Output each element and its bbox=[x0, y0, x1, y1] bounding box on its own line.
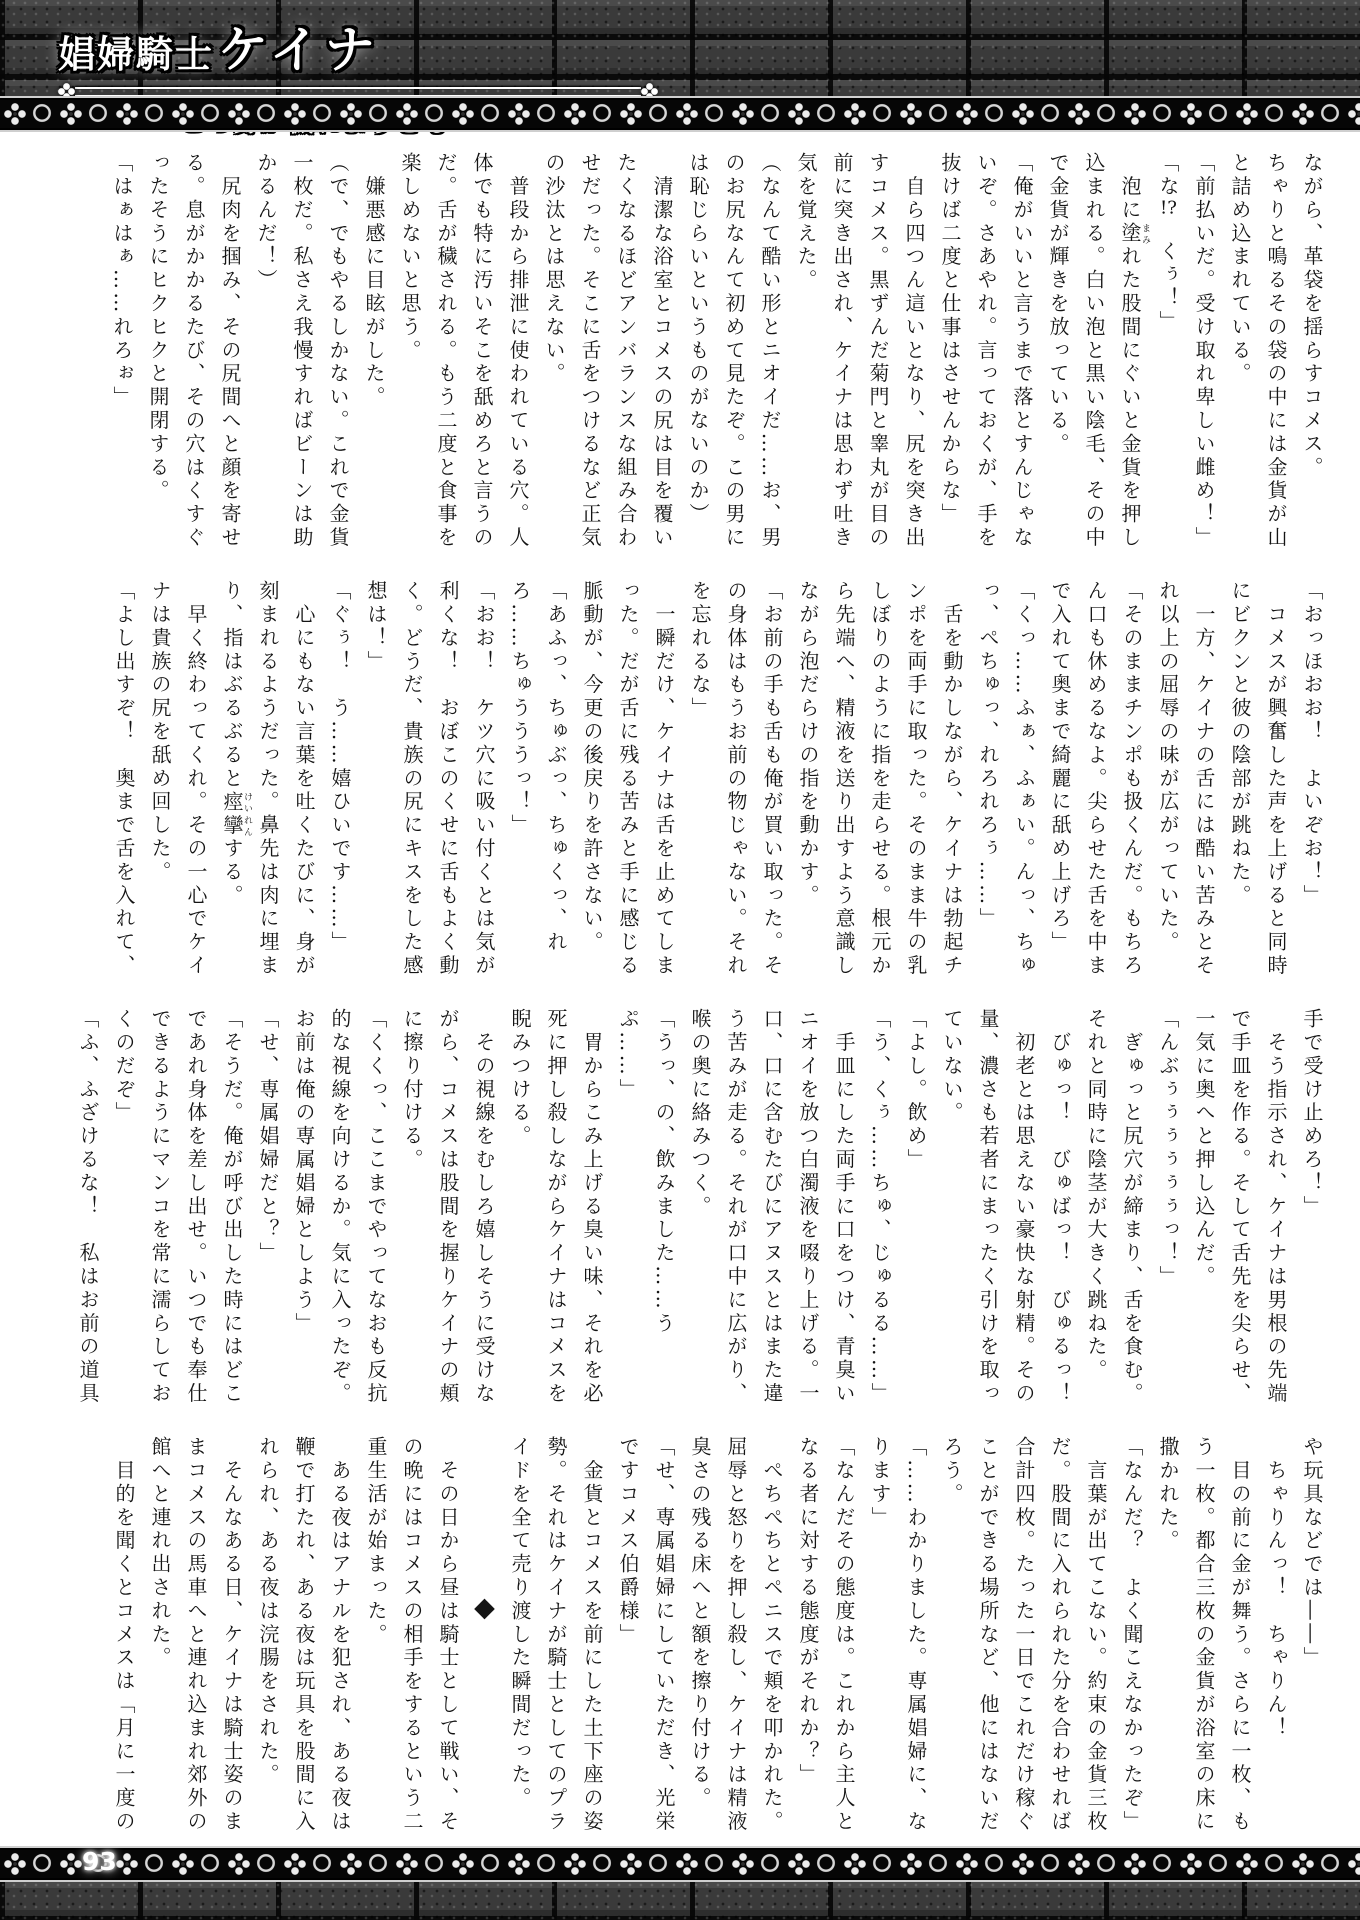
paragraph: 「な!? くぅ！」 bbox=[1156, 152, 1180, 334]
paragraph: その日から昼は騎士として戦い、その晩にはコメスの相手をするという二重生活が始まった。 bbox=[364, 1436, 460, 1834]
paragraph: ぺちぺちとペニスで頬を叩かれた。屈辱と怒りを押し殺し、ケイナは精液臭さの残る床へと額を擦り付ける。 bbox=[688, 1436, 784, 1834]
paragraph: 「あふっ、ちゅぶっ、ちゅくっ、れろ……ちゅうううっ！」 bbox=[508, 580, 568, 955]
series-title-prefix: 娼婦騎士 bbox=[58, 32, 214, 76]
text-band-1 bbox=[32, 152, 1330, 558]
paragraph: 「おっほおお！ よいぞお！」 bbox=[1300, 580, 1324, 908]
text-band-2 bbox=[32, 580, 1330, 986]
page-number: 93 bbox=[82, 1847, 117, 1876]
paragraph: 泡に塗まみれた股間にぐいと金貨を押し込まれる。白い泡と黒い陰毛、その中で金貨が輝きを放っている。 bbox=[1046, 152, 1150, 550]
paragraph: そんなある日、ケイナは騎士姿のままコメスの馬車へと連れ込まれ郊外の館へと連れ出された。 bbox=[148, 1436, 244, 1834]
ornament-border-bottom bbox=[0, 1846, 1360, 1882]
paragraph: ちゃりんっ！ ちゃりん！ bbox=[1264, 1436, 1288, 1741]
paragraph: 言葉が出てこない。約束の金貨三枚だ。股間に入れられた分を合わせれば合計四枚。たった一日でこれだけ稼ぐことができる場所など、他にはないだろう。 bbox=[940, 1436, 1108, 1834]
paragraph: 普段から排泄に使われている穴。人体でも特に汚いそこを舐めろと言うのだ。舌が穢される。もう二度と食事を楽しめないと思う。 bbox=[398, 152, 530, 550]
paragraph: 「う、くぅ……ちゅ、じゅるる……」 bbox=[868, 1008, 892, 1406]
paragraph: びゅっ！ びゅばっ！ びゅるっ！ bbox=[1048, 1008, 1072, 1406]
text-band-4 bbox=[32, 1436, 1330, 1842]
text-band-3 bbox=[32, 1008, 1330, 1414]
paragraph: 舌を動かしながら、ケイナは勃起チンポを両手に取った。そのまま牛の乳しぼりのように指を走らせる。根元から先端へ、精液を送り出すよう意識しながら泡だらけの指を動かす。 bbox=[796, 580, 964, 978]
paragraph: 「うっ、の、飲みました……うぷ……」 bbox=[616, 1008, 676, 1336]
paragraph: 清潔な浴室とコメスの尻は目を覆いたくなるほどアンバランスな組み合わせだった。そこに舌をつけるなど正気の沙汰とは思えない。 bbox=[542, 152, 674, 550]
paragraph: 「はぁはぁ……れろぉ」 bbox=[110, 152, 134, 410]
paragraph: 心にもない言葉を吐くたびに、身が刻まれるようだった。鼻先は肉に埋まり、指はぶるぶると痙攣けいれんする。 bbox=[220, 580, 316, 978]
paragraph: ある夜はアナルを犯され、ある夜は鞭で打たれ、ある夜は玩具を股間に入れられ、ある夜は浣腸をされた。 bbox=[256, 1436, 352, 1834]
paragraph: 一瞬だけ、ケイナは舌を止めてしまった。だが舌に残る苦みと手に感じる脈動が、今更の後戻りを許さない。 bbox=[580, 580, 676, 978]
paragraph: 「よし出すぞ！ 奥まで舌を入れて、 bbox=[112, 580, 136, 978]
paragraph: 「ぐぅ！ う……嬉ひいです……」 bbox=[328, 580, 352, 955]
paragraph: コメスが興奮した声を上げると同時にビクンと彼の陰部が跳ねた。 bbox=[1228, 580, 1288, 978]
paragraph: 初老とは思えない豪快な射精。その量、濃さも若者にまったく引けを取っていない。 bbox=[940, 1008, 1036, 1406]
paragraph: 手で受け止めろ！」 bbox=[1300, 1008, 1324, 1219]
page-footer bbox=[0, 1882, 1360, 1920]
series-title-name: ケイナ bbox=[218, 20, 380, 79]
paragraph: ぎゅっと尻穴が締まり、舌を食む。それと同時に陰茎が大きく跳ねた。 bbox=[1084, 1008, 1144, 1406]
divider-line bbox=[75, 87, 641, 97]
paragraph: 「くくっ、ここまでやってなおも反抗的な視線を向けるか。気に入ったぞ。お前は俺の専属娼婦としよう」 bbox=[292, 1008, 388, 1406]
ornament-border-top bbox=[0, 96, 1360, 132]
paragraph: 尻肉を掴み、その尻間へと顔を寄せる。息がかかるたび、その穴はくすぐったそうにヒクヒクと開閉する。 bbox=[146, 152, 242, 550]
paragraph: 「なんだ？ よく聞こえなかったぞ」 bbox=[1120, 1436, 1144, 1834]
paragraph: 「そのままチンポも扱くんだ。もちろん口も休めるなよ。尖らせた舌を中まで入れて奥まで綺麗に舐め上げろ」 bbox=[1048, 580, 1144, 978]
paragraph: 「おお！ ケツ穴に吸い付くとは気が利くな！ おぼこのくせに舌もよく動く。どうだ、貴族の尻にキスをした感想は！」 bbox=[364, 580, 496, 978]
paragraph: 目の前に金が舞う。さらに一枚、もう一枚。都合三枚の金貨が浴室の床に撒かれた。 bbox=[1156, 1436, 1252, 1834]
paragraph: 目的を聞くとコメスは「月に一度の bbox=[112, 1436, 136, 1834]
page-body bbox=[0, 132, 1360, 1846]
series-title bbox=[58, 10, 668, 82]
paragraph: 一方、ケイナの舌には酷い苦みとそれ以上の屈辱の味が広がっていた。 bbox=[1156, 580, 1216, 978]
paragraph: 「よし。飲め」 bbox=[904, 1008, 928, 1172]
paragraph: 「俺がいいと言うまで落とすんじゃないぞ。さあやれ。言っておくが、手を抜けば二度と仕事はさせんからな」 bbox=[938, 152, 1034, 550]
paragraph: 自ら四つん這いとなり、尻を突き出すコメス。黒ずんだ菊門と睾丸が目の前に突き出され、ケイナは思わず吐き気を覚えた。 bbox=[794, 152, 926, 550]
paragraph: 嫌悪感に目眩がした。 bbox=[362, 152, 386, 410]
paragraph: 「そうだ。俺が呼び出した時にはどこであれ身体を差し出せ。いつでも奉仕できるようにマンコを常に濡らしておくのだぞ」 bbox=[112, 1008, 244, 1406]
paragraph: 「ふ、ふざけるな！ 私はお前の道具 bbox=[76, 1008, 100, 1406]
paragraph: 胃からこみ上げる臭い味、それを必死に押し殺しながらケイナはコメスを睨みつける。 bbox=[508, 1008, 604, 1406]
paragraph: （で、でもやるしかない。これで金貨一枚だ。私さえ我慢すればビーンは助かるんだ！） bbox=[254, 152, 350, 550]
paragraph: 金貨とコメスを前にした土下座の姿勢。それはケイナが騎士としてのプライドを全て売り渡した瞬間だった。 bbox=[508, 1436, 604, 1834]
paragraph: そう指示され、ケイナは男根の先端で手皿を作る。そして舌先を尖らせ、一気に奥へと押し込んだ。 bbox=[1192, 1008, 1288, 1406]
paragraph: 「前払いだ。受け取れ卑しい雌め！」 bbox=[1192, 152, 1216, 550]
paragraph: その視線をむしろ嬉しそうに受けながら、コメスは股間を握りケイナの頬に擦り付ける。 bbox=[400, 1008, 496, 1406]
paragraph: 「なんだその態度は。これから主人となる者に対する態度がそれか？」 bbox=[796, 1436, 856, 1834]
paragraph: ながら、革袋を揺らすコメス。 bbox=[1300, 152, 1324, 480]
paragraph: 「くっ……ふぁ、ふぁい。んっ、ちゅっ、ぺちゅっ、れろれろぅ……」 bbox=[976, 580, 1036, 978]
paragraph: 「んぶぅぅぅぅぅぅっ！」 bbox=[1156, 1008, 1180, 1289]
paragraph: 手皿にした両手に口をつけ、青臭いニオイを放つ白濁液を啜り上げる。一口、口に含むたびにアヌスとはまた違う苦みが走る。それが口中に広がり、喉の奥に絡みつく。 bbox=[688, 1008, 856, 1406]
paragraph: 早く終わってくれ。その一心でケイナは貴族の尻を舐め回した。 bbox=[148, 580, 208, 978]
paragraph: 「お前の手も舌も俺が買い取った。その身体はもうお前の物じゃない。それを忘れるな」 bbox=[688, 580, 784, 978]
paragraph: 「……わかりました。専属娼婦に、なります」 bbox=[868, 1436, 928, 1834]
paragraph: ちゃりと鳴るその袋の中には金貨が山と詰め込まれている。 bbox=[1228, 152, 1288, 550]
page-header bbox=[0, 0, 1360, 98]
paragraph: （なんて酷い形とニオイだ……お、男のお尻なんて初めて見たぞ。この男には恥じらいというものがないのか） bbox=[686, 152, 782, 550]
paragraph: ◆ bbox=[469, 1592, 500, 1627]
paragraph: や玩具などでは――」 bbox=[1300, 1436, 1324, 1670]
paragraph: 「せ、専属娼婦にしていただき、光栄ですコメス伯爵様」 bbox=[616, 1436, 676, 1834]
paragraph: 「せ、専属娼婦だと？」 bbox=[256, 1008, 280, 1266]
